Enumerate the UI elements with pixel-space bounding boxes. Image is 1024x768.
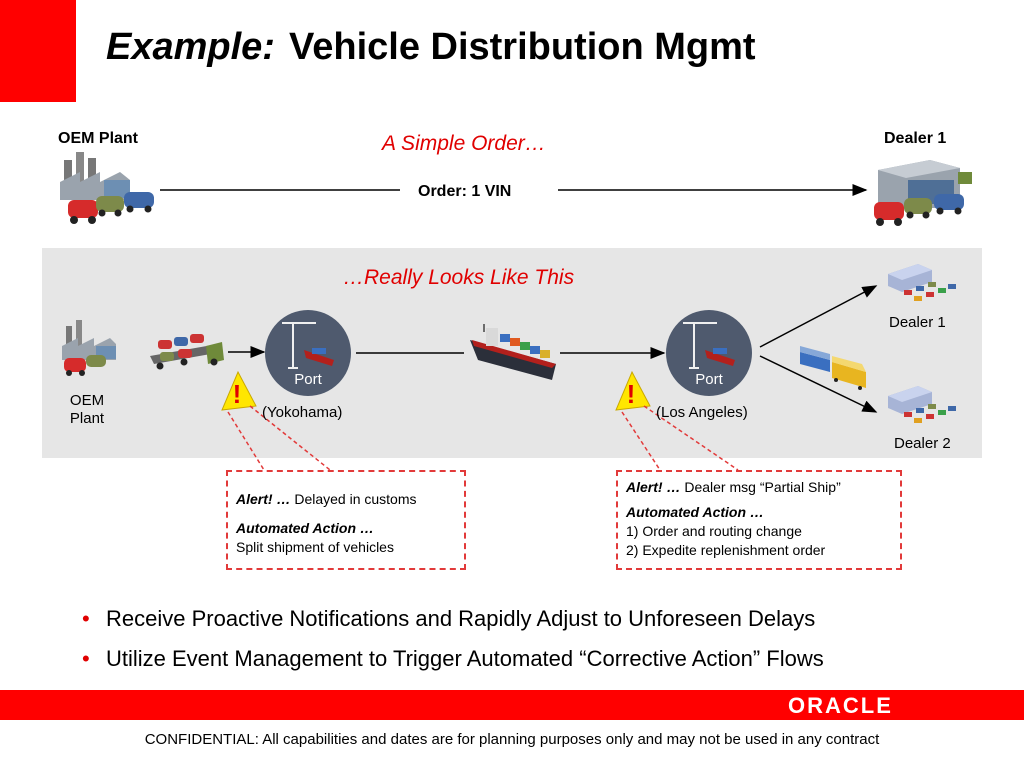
bullet-item-2-text: Utilize Event Management to Trigger Automated “Corrective Action” Flows xyxy=(106,646,824,671)
order-label: Order: 1 VIN xyxy=(418,183,512,200)
alert1-action-title xyxy=(236,519,456,538)
alert2-warning-icon xyxy=(616,372,650,410)
alert1-action-title-text: Automated Action … xyxy=(236,520,374,536)
top-oem-factory-icon xyxy=(60,152,154,224)
top-dest-label: Dealer 1 xyxy=(884,130,947,147)
simple-order-caption: A Simple Order… xyxy=(382,132,546,155)
alert2-action-title-text: Automated Action … xyxy=(626,504,764,520)
svg-text:!: ! xyxy=(232,379,242,409)
detail-caption: …Really Looks Like This xyxy=(343,266,575,289)
detail-oem-label-line1: OEM xyxy=(69,392,105,409)
title-main: Vehicle Distribution Mgmt xyxy=(288,26,756,68)
alert1-callout-left xyxy=(228,412,264,470)
bullet-item-1-text: Receive Proactive Notifications and Rapidly Adjust to Unforeseen Delays xyxy=(106,606,816,631)
confidential-notice: CONFIDENTIAL: All capabilities and dates are for planning purposes only and may not be used in any contract xyxy=(144,731,880,748)
train-icon xyxy=(800,346,866,390)
top-dealer-icon xyxy=(874,160,972,226)
port2-to-dealer1-arrow xyxy=(760,286,876,347)
detail-dealer1-label: Dealer 1 xyxy=(889,314,946,331)
detail-dealer2-label: Dealer 2 xyxy=(894,435,951,452)
alert2-callout-left xyxy=(622,412,660,470)
oracle-logo: ORACLE xyxy=(788,693,893,718)
port2-location: (Los Angeles) xyxy=(656,404,748,421)
alert2-prefix: Alert! … xyxy=(626,479,681,495)
bullet-dot-icon: • xyxy=(82,606,90,631)
detail-oem-factory-icon xyxy=(62,320,116,376)
alert1-warning-icon xyxy=(222,372,256,410)
alert1-action-line: Split shipment of vehicles xyxy=(236,539,394,555)
port2-label: Port xyxy=(695,371,723,388)
detail-dealer2-icon xyxy=(888,386,956,423)
alert2-line xyxy=(626,478,892,497)
car-carrier-truck-icon xyxy=(150,334,224,370)
title-prefix: Example: xyxy=(106,26,275,68)
alert1-text: Delayed in customs xyxy=(294,491,417,507)
svg-text:!: ! xyxy=(626,379,636,409)
cargo-ship-icon xyxy=(470,324,556,380)
detail-oem-label-line2: Plant xyxy=(69,410,105,427)
alert1-line xyxy=(236,490,456,509)
alert2-text: Dealer msg “Partial Ship” xyxy=(684,479,841,495)
bullet-dot-icon: • xyxy=(82,646,90,671)
alert2-box xyxy=(616,470,902,570)
bullet-item-1 xyxy=(82,606,815,632)
alert2-action-line-1: 1) Order and routing change xyxy=(626,523,802,539)
alert2-action-title xyxy=(626,503,892,522)
port1-label: Port xyxy=(294,371,322,388)
detail-oem-label xyxy=(56,392,118,428)
port1-location: (Yokohama) xyxy=(262,404,343,421)
alert1-prefix: Alert! … xyxy=(236,491,291,507)
alert2-action-line-2: 2) Expedite replenishment order xyxy=(626,542,826,558)
alert1-box xyxy=(226,470,466,570)
detail-dealer1-icon xyxy=(888,264,956,301)
top-source-label: OEM Plant xyxy=(58,130,139,147)
bullet-item-2 xyxy=(82,646,824,672)
